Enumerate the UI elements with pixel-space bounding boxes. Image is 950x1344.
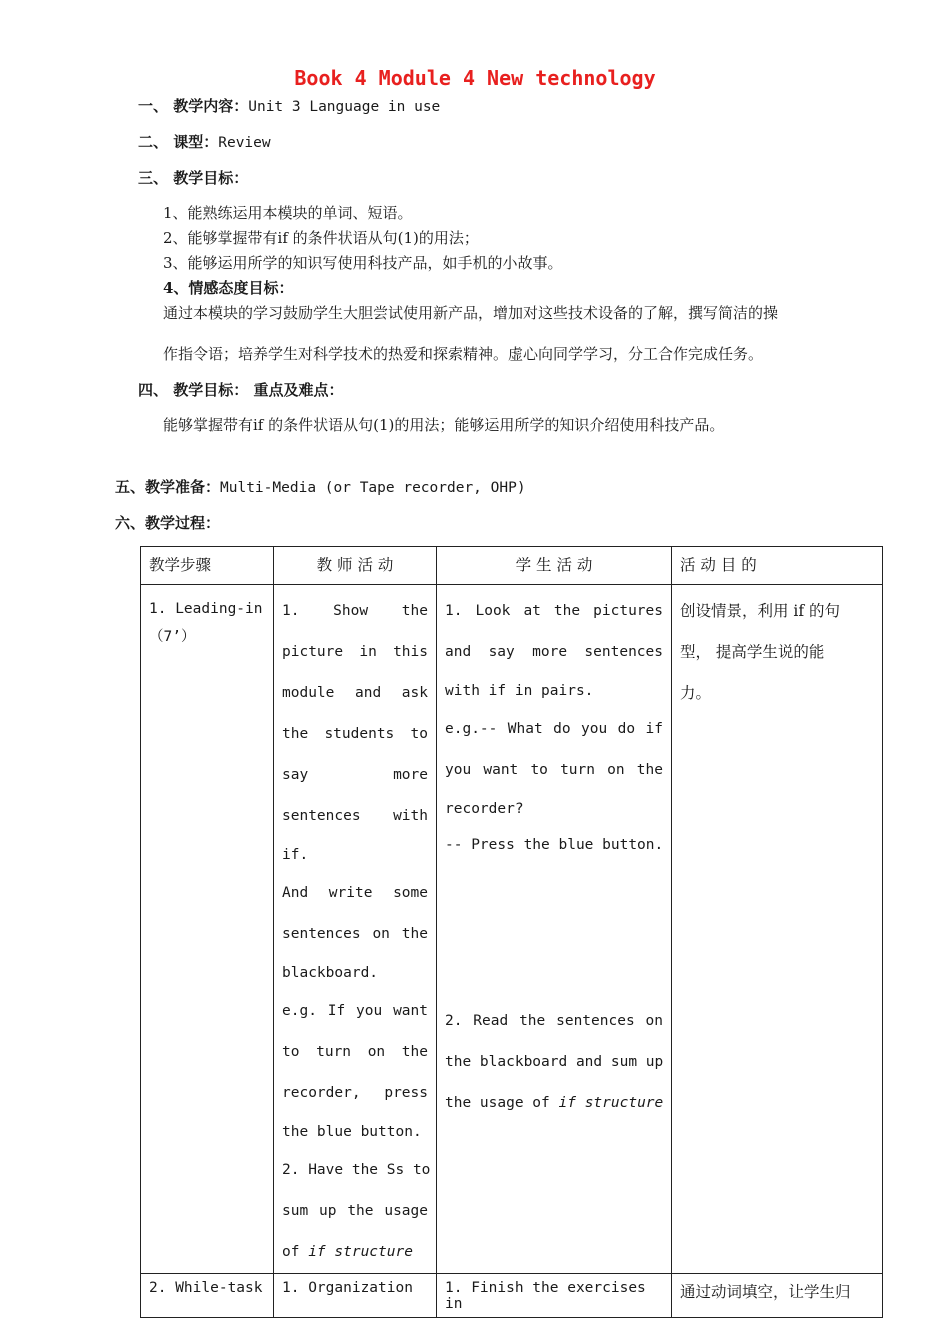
table-row <box>141 585 883 1274</box>
affective-line-1: 通过本模块的学习鼓励学生大胆尝试使用新产品，增加对这些技术设备的了解，撰写简洁的操 <box>163 304 779 322</box>
section-goals-label: 三、 教学目标： <box>138 169 249 187</box>
header-step: 教学步骤 <box>141 547 274 585</box>
affective-line-2: 作指令语；培养学生对科学技术的热爱和探索精神。虚心向同学学习，分工合作完成任务。 <box>163 345 764 363</box>
section-content-value: Unit 3 Language in use <box>248 99 441 115</box>
section-type <box>138 132 271 153</box>
row2-step: 2. While-task <box>141 1274 274 1318</box>
row2-student: 1. Finish the exercises in <box>437 1274 672 1318</box>
goal-item-3: 3、能够运用所学的知识写使用科技产品，如手机的小故事。 <box>163 254 563 272</box>
section-process-label: 六、教学过程： <box>115 514 221 532</box>
goal-item-4: 4、情感态度目标： <box>163 279 294 297</box>
table-header-row <box>141 547 883 585</box>
goal-item-2: 2、能够掌握带有if 的条件状语从句(1)的用法； <box>163 229 479 247</box>
header-teacher: 教 师 活 动 <box>274 547 437 585</box>
key-points-text: 能够掌握带有if 的条件状语从句(1)的用法；能够运用所学的知识介绍使用科技产品。 <box>163 416 725 434</box>
row1-step: 1. Leading-in （7’） <box>141 585 274 1274</box>
section-preparation <box>115 477 526 498</box>
header-student: 学 生 活 动 <box>437 547 672 585</box>
section-type-value: Review <box>218 135 271 151</box>
section-preparation-label: 五、教学准备： <box>115 478 221 496</box>
row1-purpose: 创设情景，利用 if 的句 型， 提高学生说的能 力。 <box>672 585 883 1274</box>
section-key-points-label: 四、 教学目标： 重点及难点： <box>138 381 344 399</box>
header-purpose: 活 动 目 的 <box>672 547 883 585</box>
section-preparation-value: Multi-Media (or Tape recorder, OHP) <box>220 480 526 496</box>
section-content <box>138 96 440 117</box>
goal-item-1: 1、能熟练运用本模块的单词、短语。 <box>163 204 413 222</box>
section-content-label: 一、 教学内容： <box>138 97 249 115</box>
lesson-plan-table <box>140 546 883 1318</box>
row1-student: 1. Look at the pictures and say more sentences with if in pairs. e.g.-- What do you do if you want to turn on the recorder? -- Press the blue button. 2. Read the sentences on the blackboard and sum up the usage of if structure <box>437 585 672 1274</box>
row2-purpose: 通过动词填空，让学生归 <box>672 1274 883 1318</box>
row1-teacher: 1. Show the picture in this module and ask the students to say more sentences with if. And write some sentences on the blackboard. e.g. If you want to turn on the recorder, press the blue button. 2. Have the Ss to sum up the usage of if structure <box>274 585 437 1274</box>
row2-teacher: 1. Organization <box>274 1274 437 1318</box>
section-type-label: 二、 课型： <box>138 133 219 151</box>
document-title: Book 4 Module 4 New technology <box>294 66 656 90</box>
table-row <box>141 1274 883 1318</box>
